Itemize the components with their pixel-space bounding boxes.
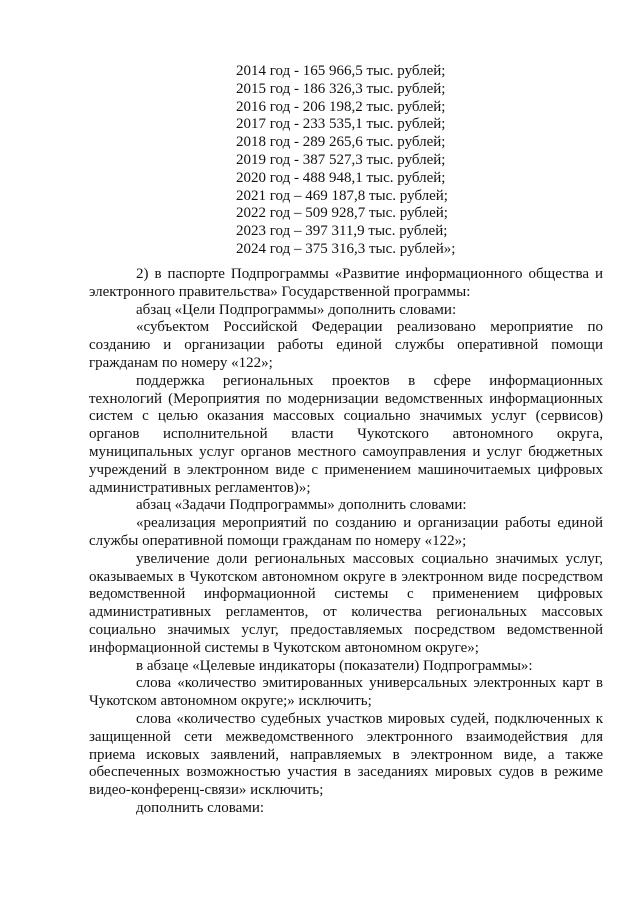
paragraph-task-122-service: «реализация мероприятий по созданию и организации работы единой службы оперативной помощи гражданам по номеру «122»; [89,515,603,549]
budget-year-2022: 2022 год – 509 928,7 тыс. рублей; [236,205,448,222]
document-body [89,266,603,818]
paragraph-tasks-intro: абзац «Задачи Подпрограммы» дополнить словами: [136,497,467,514]
paragraph-subprogram-passport: 2) в паспорте Подпрограммы «Развитие информационного общества и электронного правительства» Государственной программы: [89,266,603,300]
paragraph-indicators-intro: в абзаце «Целевые индикаторы (показатели) Подпрограммы»: [136,657,533,674]
paragraph-remove-cards: слова «количество эмитированных универсальных электронных карт в Чукотском автономном округе;» исключить; [89,675,603,710]
budget-year-2023: 2023 год – 397 311,9 тыс. рублей; [236,223,448,240]
paragraph-task-digital-services: увеличение доли региональных массовых социально значимых услуг, оказываемых в Чукотском автономном округе в электронном виде посредством ведомственной информационной системы с применением цифровых административных регламентов, от количества региональных массовых социально значимых услуг, предоставляемых посредством ведомственной информационной системы в Чукотском автономном округе»; [89,550,603,656]
paragraph-add-words: дополнить словами: [136,799,265,816]
budget-year-2020: 2020 год - 488 948,1 тыс. рублей; [236,169,446,186]
paragraph-goal-122-service: «субъектом Российской Федерации реализовано мероприятие по созданию и организации работы единой службы оперативной помощи гражданам по номеру «122»; [89,319,603,371]
budget-year-2015: 2015 год - 186 326,3 тыс. рублей; [236,80,446,97]
budget-year-2024: 2024 год – 375 316,3 тыс. рублей»; [236,240,456,257]
paragraph-goals-intro: абзац «Цели Подпрограммы» дополнить словами: [136,301,457,318]
budget-year-list [236,63,455,259]
budget-year-2014: 2014 год - 165 966,5 тыс. рублей; [236,63,446,79]
budget-year-2017: 2017 год - 233 535,1 тыс. рублей; [236,116,446,133]
budget-year-2019: 2019 год - 387 527,3 тыс. рублей; [236,151,446,168]
budget-year-2018: 2018 год - 289 265,6 тыс. рублей; [236,134,446,151]
paragraph-goal-it-projects: поддержка региональных проектов в сфере информационных технологий (Мероприятия по модернизации ведомственных информационных систем с целью оказания массовых социально значимых услуг (сервисов) органов исполнительной власти Чукотского автономного округа, муниципальных услуг органов местного самоуправления и услуг бюджетных учреждений в электронном виде с применением машиночитаемых цифровых административных регламентов)»; [89,372,603,496]
budget-year-2021: 2021 год – 469 187,8 тыс. рублей; [236,187,448,204]
paragraph-remove-courts: слова «количество судебных участков мировых судей, подключенных к защищенной сети межведомственного электронного взаимодействия для приема исковых заявлений, направляемых в электронном виде, а также обеспеченных возможностью участия в заседаниях мировых судов в режиме видео-конференц-связи» исключить; [89,710,603,799]
budget-year-2016: 2016 год - 206 198,2 тыс. рублей; [236,98,446,115]
